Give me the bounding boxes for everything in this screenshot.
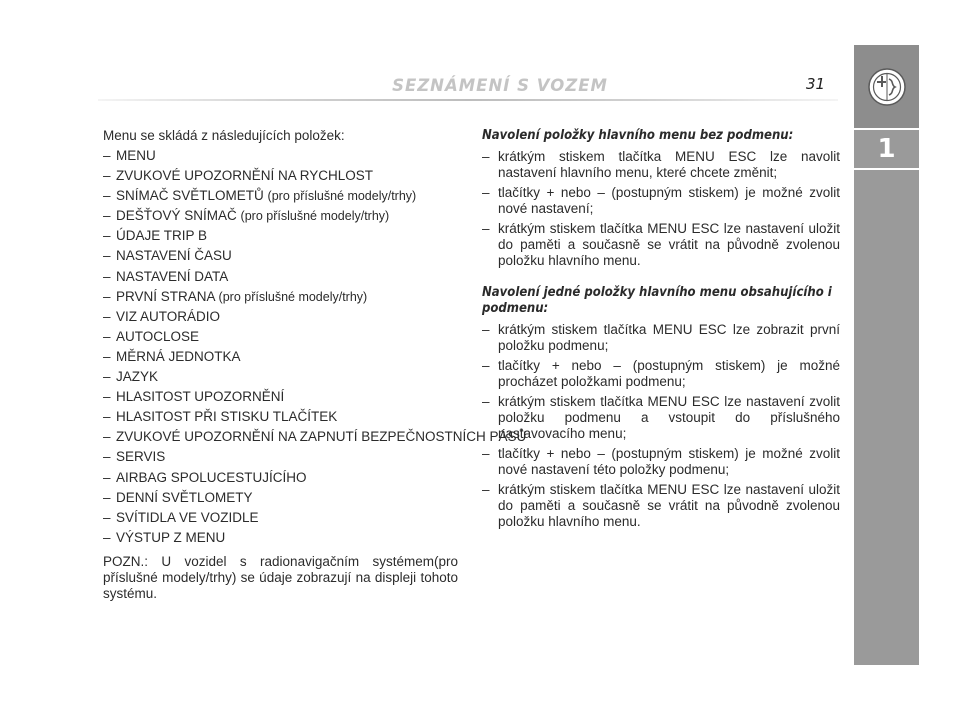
- menu-list-item: [103, 228, 458, 244]
- menu-item-label: HLASITOST PŘI STISKU TLAČÍTEK: [116, 409, 338, 425]
- dash-bullet: –: [103, 509, 111, 525]
- dash-bullet: –: [103, 268, 111, 284]
- dash-bullet: –: [103, 489, 111, 505]
- section-heading: Navolení položky hlavního menu bez podmenu:: [482, 128, 794, 143]
- menu-item-note: (pro příslušné modely/trhy): [267, 189, 417, 204]
- list-item: – krátkým stiskem tlačítka MENU ESC lze nastavení uložit do paměti a současně se vrátit na původně zvolenou položku hlavního menu.: [482, 221, 840, 269]
- dash-bullet: –: [103, 308, 111, 324]
- menu-list-item: [103, 510, 458, 526]
- page-title: SEZNÁMENÍ S VOZEM: [392, 76, 608, 95]
- menu-list-item: [103, 409, 458, 425]
- list-item: – tlačítky + nebo – (postupným stiskem) je možné zvolit nové nastavení;: [482, 185, 840, 217]
- menu-item-note: (pro příslušné modely/trhy): [218, 289, 368, 304]
- menu-list-item: [103, 449, 458, 465]
- menu-item-label: SNÍMAČ SVĚTLOMETŮ: [116, 188, 264, 204]
- menu-item-label: MĚRNÁ JEDNOTKA: [116, 348, 241, 364]
- menu-list-item: [103, 530, 458, 546]
- menu-item-label: AIRBAG SPOLUCESTUJÍCÍHO: [116, 469, 307, 485]
- menu-item-label: HLASITOST UPOZORNĚNÍ: [116, 389, 285, 405]
- dash-bullet: –: [103, 188, 111, 204]
- menu-list-item: [103, 389, 458, 405]
- dash-bullet: –: [103, 228, 111, 244]
- header-divider: [98, 99, 838, 101]
- left-column: [103, 128, 527, 602]
- menu-list-item: [103, 429, 527, 445]
- list-item: – krátkým stiskem tlačítka MENU ESC lze nastavení zvolit položku podmenu a vstoupit do příslušného nastavovacího menu;: [482, 394, 840, 442]
- list-item: – tlačítky + nebo – (postupným stiskem) je možné procházet položkami podmenu;: [482, 358, 840, 390]
- menu-item-label: SERVIS: [116, 449, 166, 465]
- dash-bullet: –: [103, 529, 111, 545]
- menu-list-item: [103, 188, 458, 204]
- list-item: – krátkým stiskem tlačítka MENU ESC lze zobrazit první položku podmenu;: [482, 322, 840, 354]
- menu-item-label: MENU: [116, 148, 156, 163]
- dash-bullet: –: [103, 208, 111, 224]
- dash-bullet: –: [103, 328, 111, 344]
- list-item: – tlačítky + nebo – (postupným stiskem) je možné zvolit nové nastavení této položky podmenu;: [482, 446, 840, 478]
- menu-list-item: [103, 289, 458, 305]
- menu-list-item: [103, 490, 458, 506]
- menu-item-label: SVÍTIDLA VE VOZIDLE: [116, 509, 259, 525]
- menu-list-item: [103, 329, 458, 345]
- dash-bullet: –: [103, 389, 111, 405]
- menu-list-item: [103, 168, 458, 184]
- menu-item-label: AUTOCLOSE: [116, 328, 200, 344]
- menu-list-item: [103, 349, 458, 365]
- list-item: – krátkým stiskem tlačítka MENU ESC lze nastavení uložit do paměti a současně se vrátit na původně zvolenou položku hlavního menu.: [482, 482, 840, 530]
- dash-bullet: –: [103, 248, 111, 264]
- list-item: – krátkým stiskem tlačítka MENU ESC lze navolit nastavení hlavního menu, které chcete změnit;: [482, 149, 840, 181]
- menu-item-label: DEŠŤOVÝ SNÍMAČ: [116, 208, 237, 224]
- menu-item-label: VIZ AUTORÁDIO: [116, 308, 221, 324]
- menu-intro: Menu se skládá z následujících položek:: [103, 128, 345, 143]
- menu-item-label: NASTAVENÍ DATA: [116, 268, 229, 284]
- section-heading: Navolení jedné položky hlavního menu obsahujícího i podmenu:: [482, 285, 832, 316]
- menu-list-item: [103, 470, 458, 486]
- menu-list-item: [103, 309, 458, 325]
- dash-bullet: –: [103, 148, 111, 163]
- menu-list-item: [103, 269, 458, 285]
- tab-separator: [854, 168, 919, 170]
- dash-bullet: –: [103, 369, 111, 385]
- menu-list-item: [103, 148, 458, 164]
- right-column: [482, 128, 840, 534]
- menu-item-note: (pro příslušné modely/trhy): [240, 209, 390, 224]
- menu-items-list: [103, 148, 527, 546]
- menu-item-label: NASTAVENÍ ČASU: [116, 248, 232, 264]
- dash-bullet: –: [103, 168, 111, 184]
- menu-list-item: [103, 208, 458, 224]
- chapter-number: 1: [877, 134, 896, 164]
- menu-item-label: DENNÍ SVĚTLOMETY: [116, 489, 253, 505]
- alfa-romeo-badge-icon: [867, 67, 907, 107]
- dash-bullet: –: [103, 429, 111, 445]
- dash-bullet: –: [103, 409, 111, 425]
- dash-bullet: –: [103, 449, 111, 465]
- menu-item-label: VÝSTUP Z MENU: [116, 529, 226, 545]
- dash-bullet: –: [103, 348, 111, 364]
- menu-item-label: JAZYK: [116, 369, 159, 385]
- menu-item-label: ÚDAJE TRIP B: [116, 228, 208, 244]
- note-paragraph: POZN.: U vozidel s radionavigačním systémem(pro příslušné modely/trhy) se údaje zobrazují na displeji tohoto systému.: [103, 553, 458, 601]
- dash-bullet: –: [103, 288, 111, 304]
- dash-bullet: –: [103, 469, 111, 485]
- menu-list-item: [103, 369, 458, 385]
- page-number: 31: [806, 75, 826, 93]
- menu-list-item: [103, 248, 458, 264]
- menu-item-label: ZVUKOVÉ UPOZORNĚNÍ NA RYCHLOST: [116, 168, 374, 184]
- menu-item-label: ZVUKOVÉ UPOZORNĚNÍ NA ZAPNUTÍ BEZPEČNOSTNÍCH PÁSŮ: [116, 429, 527, 445]
- instruction-list: [482, 322, 840, 530]
- logo-box: [854, 45, 919, 128]
- menu-item-label: PRVNÍ STRANA: [116, 288, 215, 304]
- instruction-list: [482, 149, 840, 269]
